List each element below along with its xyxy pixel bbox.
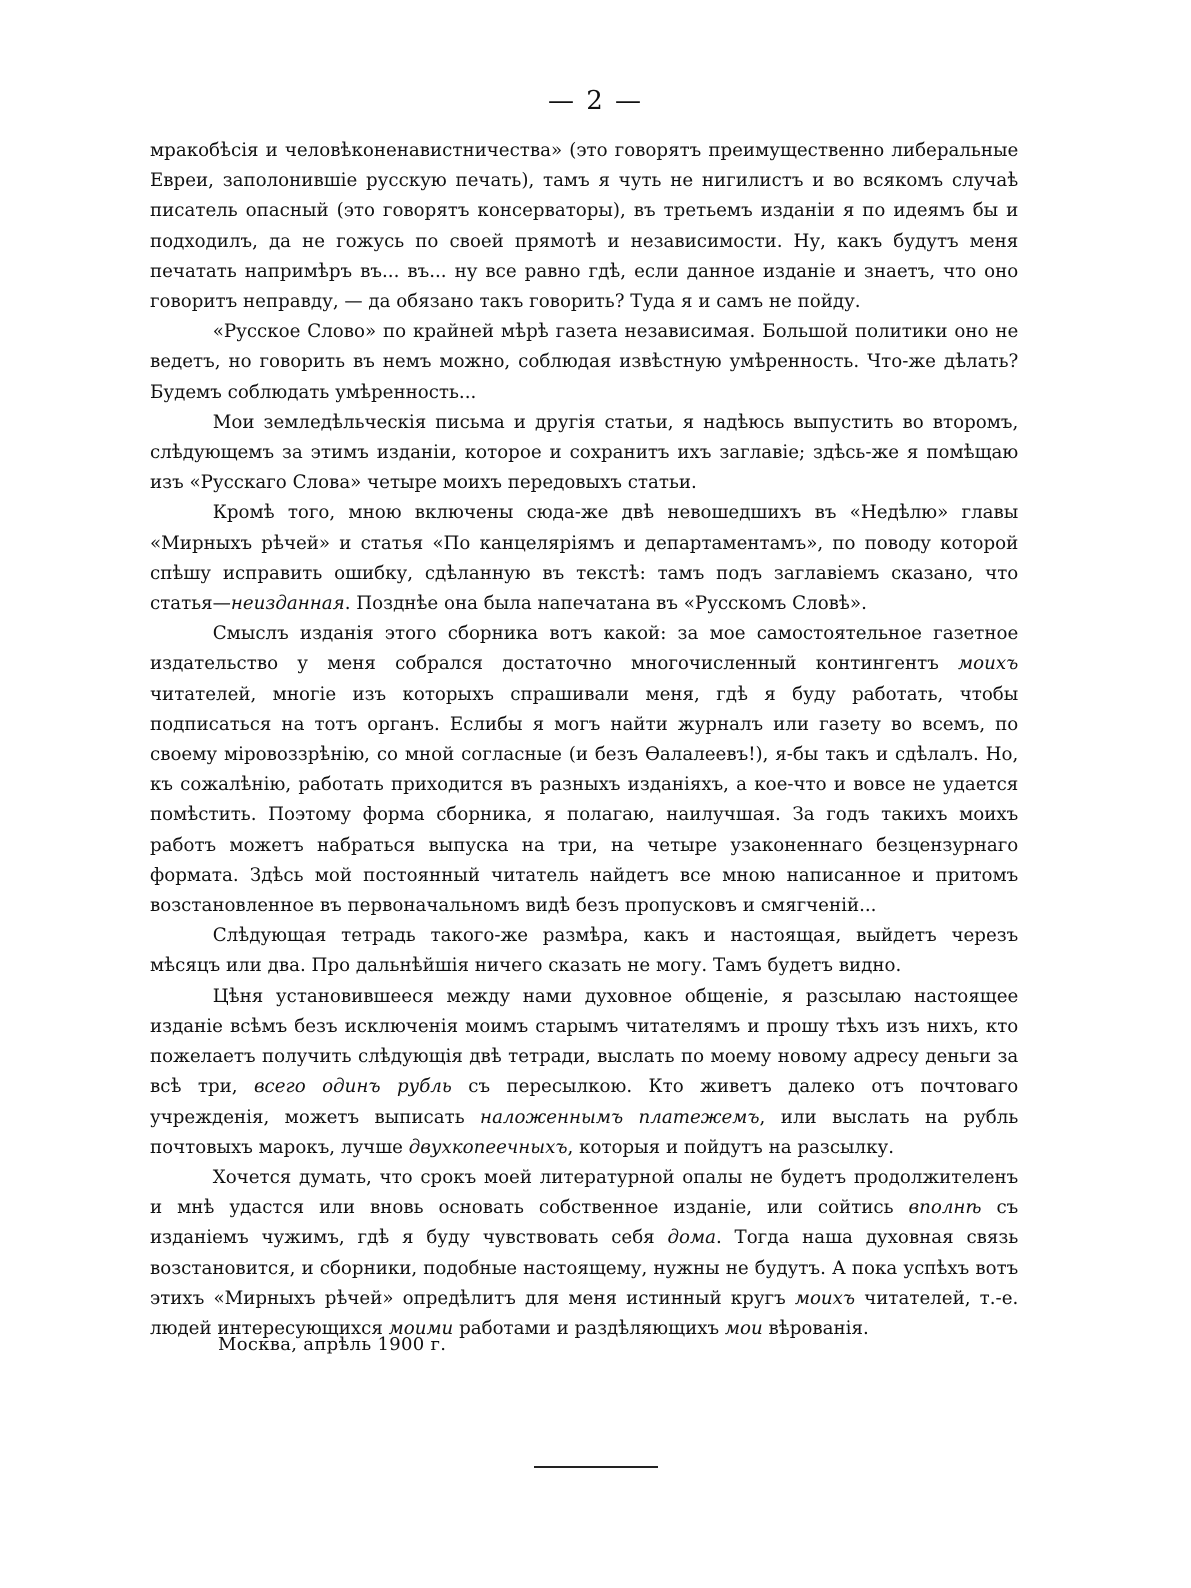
emphasis-text: мои <box>724 1317 763 1339</box>
paragraph: мракобѣсія и человѣконенавистничества» (это говорятъ преимущественно либеральные Евреи, заполонившіе русскую печать), тамъ я чуть не нигилистъ и во всякомъ случаѣ писатель опасный (это говорятъ консерваторы), въ третьемъ изданіи я по идеямъ бы и подходилъ, да не гожусь по своей прямотѣ и независимости. Ну, какъ будутъ меня печатать напримѣръ въ... въ... ну все равно гдѣ, если данное изданіе и знаетъ, что оно говоритъ неправду, — да обязано такъ говорить? Туда я и самъ не пойду. <box>150 140 1019 313</box>
paragraph: Слѣдующая тетрадь такого-же размѣра, какъ и настоящая, выйдетъ черезъ мѣсяцъ или два. Про дальнѣйшія ничего сказать не могу. Тамъ будетъ видно. <box>150 925 1019 977</box>
emphasis-text: всего одинъ рубль <box>253 1076 452 1098</box>
emphasis-text: неизданная <box>230 593 345 615</box>
paragraph: Смыслъ изданія этого сборника вотъ какой: за мое самостоятельное газетное издательство у меня собрался достаточно многочисленный контингентъ моихъ читателей, многіе изъ которыхъ спрашивали меня, гдѣ я буду работать, чтобы подписаться на тотъ органъ. Еслибы я могъ найти журналъ или газету во всемъ, по своему міровоззрѣнію, со мной согласные (и безъ Ѳалалеевъ!), я-бы такъ и сдѣлалъ. Но, къ сожалѣнію, работать приходится въ разныхъ изданіяхъ, а кое-что и вовсе не удается помѣстить. Поэтому форма сборника, я полагаю, наилучшая. За годъ такихъ моихъ работъ можетъ набраться выпуска на три, на четыре узаконеннаго безцензурнаго формата. Здѣсь мой постоянный читатель найдетъ все мною написанное и притомъ возстановленное въ первоначальномъ видѣ безъ пропусковъ и смягченій... <box>150 623 1019 917</box>
emphasis-text: дома <box>667 1227 716 1249</box>
emphasis-text: моихъ <box>794 1287 856 1309</box>
paragraph: Хочется думать, что срокъ моей литературной опалы не будетъ продолжителенъ и мнѣ удастся или вновь основать собственное изданіе, или сойтись вполнѣ съ изданіемъ чужимъ, гдѣ я буду чувствовать себя дома. Тогда наша духовная связь возстановится, и сборники, подобные настоящему, нужны не будутъ. А пока успѣхъ вотъ этихъ «Мирныхъ рѣчей» опредѣлитъ для меня истинный кругъ моихъ читателей, т.-е. людей интересующихся моими работами и раздѣляющихъ мои вѣрованія. <box>150 1166 1019 1339</box>
emphasis-text: наложеннымъ платежемъ <box>480 1106 760 1128</box>
end-divider <box>534 1466 658 1468</box>
emphasis-text: моими <box>388 1317 454 1339</box>
body-text <box>150 136 1018 1344</box>
emphasis-text: двухкопеечныхъ <box>408 1136 568 1158</box>
paragraph: Цѣня установившееся между нами духовное общеніе, я разсылаю настоящее изданіе всѣмъ безъ исключенія моимъ старымъ читателямъ и прошу тѣхъ изъ нихъ, кто пожелаетъ получить слѣдующія двѣ тетради, выслать по моему новому адресу деньги за всѣ три, всего одинъ рубль съ пересылкою. Кто живетъ далеко отъ почтоваго учрежденія, можетъ выписать наложеннымъ платежемъ, или выслать на рубль почтовыхъ марокъ, лучше двухкопеечныхъ, которыя и пойдутъ на разсылку. <box>150 985 1019 1158</box>
paragraph: «Русское Слово» по крайней мѣрѣ газета независимая. Большой политики оно не ведетъ, но говорить въ немъ можно, соблюдая извѣстную умѣренность. Что-же дѣлать? Будемъ соблюдать умѣренность... <box>150 321 1019 403</box>
emphasis-text: моихъ <box>958 653 1019 675</box>
paragraph: Мои земледѣльческія письма и другія статьи, я надѣюсь выпустить во второмъ, слѣдующемъ за этимъ изданіи, которое и сохранитъ ихъ заглавіе; здѣсь-же я помѣщаю изъ «Русскаго Слова» четыре моихъ передовыхъ статьи. <box>150 411 1019 494</box>
emphasis-text: вполнѣ <box>908 1197 982 1219</box>
page-number: — 2 — <box>547 86 644 116</box>
paragraph: Кромѣ того, мною включены сюда-же двѣ невошедшихъ въ «Недѣлю» главы «Мирныхъ рѣчей» и статья «По канцеляріямъ и департаментамъ», по поводу которой спѣшу исправить ошибку, сдѣланную въ текстѣ: тамъ подъ заглавіемъ сказано, что статья—неизданная. Позднѣе она была напечатана въ «Русскомъ Словѣ». <box>150 502 1019 615</box>
signature-date: Москва, апрѣль 1900 г. <box>218 1334 447 1355</box>
